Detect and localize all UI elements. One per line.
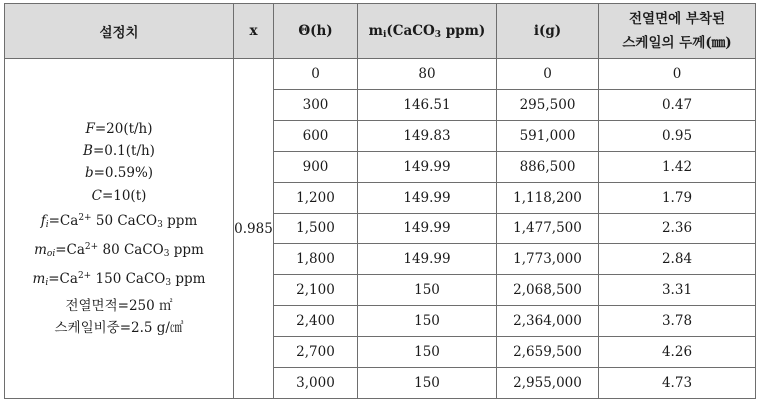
setting-line <box>5 118 233 140</box>
cell-mi: 149.83 <box>358 120 497 151</box>
setting-value: =20(t/h) <box>94 120 153 137</box>
header-x: x <box>234 4 274 59</box>
cell-theta: 2,400 <box>274 306 358 337</box>
setting-value: =10(t) <box>101 187 147 204</box>
setting-line <box>5 207 233 236</box>
cell-scale: 2.84 <box>599 244 756 275</box>
setting-part-pre: =Ca <box>48 212 79 229</box>
setting-part-tail: ppm <box>169 242 204 259</box>
cell-ig: 295,500 <box>497 89 599 120</box>
header-mi-sub2: 3 <box>434 29 442 40</box>
cell-scale: 3.31 <box>599 275 756 306</box>
setting-part-pre: =Ca <box>55 242 85 259</box>
cell-ig: 1,773,000 <box>497 244 599 275</box>
cell-scale: 4.26 <box>599 337 756 368</box>
setting-var: F <box>85 120 95 137</box>
cell-mi: 150 <box>358 368 497 399</box>
setting-line <box>5 265 233 294</box>
cell-mi: 149.99 <box>358 151 497 182</box>
cell-theta: 1,500 <box>274 213 358 244</box>
cell-ig: 1,477,500 <box>497 213 599 244</box>
cell-theta: 0 <box>274 59 358 90</box>
cell-mi: 150 <box>358 337 497 368</box>
cell-mi: 149.99 <box>358 182 497 213</box>
header-mi-sub: i <box>382 29 387 40</box>
setting-part-var: m <box>32 271 46 288</box>
cell-theta: 600 <box>274 120 358 151</box>
cell-ig: 2,364,000 <box>497 306 599 337</box>
cell-theta: 2,700 <box>274 337 358 368</box>
cell-ig: 0 <box>497 59 599 90</box>
header-theta: Θ(h) <box>274 4 358 59</box>
setting-part-post: 50 CaCO <box>91 212 158 229</box>
header-setting: 설정치 <box>5 4 234 59</box>
header-scale-line1: 전열면에 부착된 <box>629 11 725 27</box>
cell-theta: 1,200 <box>274 182 358 213</box>
cell-scale: 1.42 <box>599 151 756 182</box>
setting-value: =0.1(t/h) <box>92 142 155 159</box>
setting-part-sub2: 3 <box>157 219 163 230</box>
setting-var: B <box>83 142 93 159</box>
cell-theta: 1,800 <box>274 244 358 275</box>
cell-theta: 300 <box>274 89 358 120</box>
header-mi-tail: ppm) <box>441 22 486 39</box>
setting-part-var: f <box>40 212 46 229</box>
setting-part-post: 150 CaCO <box>91 271 166 288</box>
setting-part-sub2: 3 <box>165 278 172 289</box>
cell-ig: 2,659,500 <box>497 337 599 368</box>
setting-part-var: m <box>34 242 47 259</box>
setting-part-sub: i <box>45 278 49 289</box>
header-mi-main: m <box>368 22 383 39</box>
setting-part-sub: i <box>45 219 49 230</box>
setting-line: 전열면적=250 ㎡ <box>65 297 173 314</box>
header-row <box>5 4 756 59</box>
cell-scale: 0.47 <box>599 89 756 120</box>
cell-scale: 3.78 <box>599 306 756 337</box>
setting-part-tail: ppm <box>171 271 206 288</box>
setting-part-sub2: 3 <box>163 249 170 260</box>
cell-theta: 2,100 <box>274 275 358 306</box>
cell-mi: 149.99 <box>358 213 497 244</box>
scale-thickness-table <box>4 3 756 399</box>
cell-ig: 2,068,500 <box>497 275 599 306</box>
setting-line: 스케일비중=2.5 g/㎤ <box>54 320 184 337</box>
table-body <box>5 59 756 399</box>
table-row <box>5 59 756 90</box>
setting-var: C <box>91 187 102 204</box>
cell-scale: 2.36 <box>599 213 756 244</box>
cell-scale: 0.95 <box>599 120 756 151</box>
header-mi-rest: (CaCO <box>386 22 435 39</box>
cell-ig: 2,955,000 <box>497 368 599 399</box>
header-mi <box>358 4 497 59</box>
cell-theta: 900 <box>274 151 358 182</box>
x-value-cell: 0.985 <box>234 59 274 399</box>
setting-var: b <box>84 165 94 182</box>
cell-scale: 4.73 <box>599 368 756 399</box>
setting-part-sup: 2+ <box>78 212 92 223</box>
setting-part-sup: 2+ <box>77 271 92 282</box>
setting-line <box>5 236 233 265</box>
setting-line <box>5 185 233 207</box>
header-scale-line2: 스케일의 두께(㎜) <box>622 35 732 51</box>
setting-part-sub: oi <box>46 249 56 260</box>
cell-theta: 3,000 <box>274 368 358 399</box>
cell-mi: 150 <box>358 275 497 306</box>
setting-part-pre: =Ca <box>48 271 78 288</box>
cell-mi: 150 <box>358 306 497 337</box>
cell-mi: 80 <box>358 59 497 90</box>
cell-scale: 1.79 <box>599 182 756 213</box>
setting-part-post: 80 CaCO <box>98 242 164 259</box>
setting-line <box>5 140 233 162</box>
header-scale-thickness <box>599 4 756 59</box>
cell-mi: 149.99 <box>358 244 497 275</box>
setting-value: =0.59%) <box>93 165 154 182</box>
setting-part-tail: ppm <box>162 212 198 229</box>
header-ig: i(g) <box>497 4 599 59</box>
settings-cell <box>5 59 234 399</box>
cell-ig: 591,000 <box>497 120 599 151</box>
setting-line <box>5 162 233 184</box>
setting-part-sup: 2+ <box>84 242 99 253</box>
cell-mi: 146.51 <box>358 89 497 120</box>
cell-ig: 1,118,200 <box>497 182 599 213</box>
cell-ig: 886,500 <box>497 151 599 182</box>
cell-scale: 0 <box>599 59 756 90</box>
